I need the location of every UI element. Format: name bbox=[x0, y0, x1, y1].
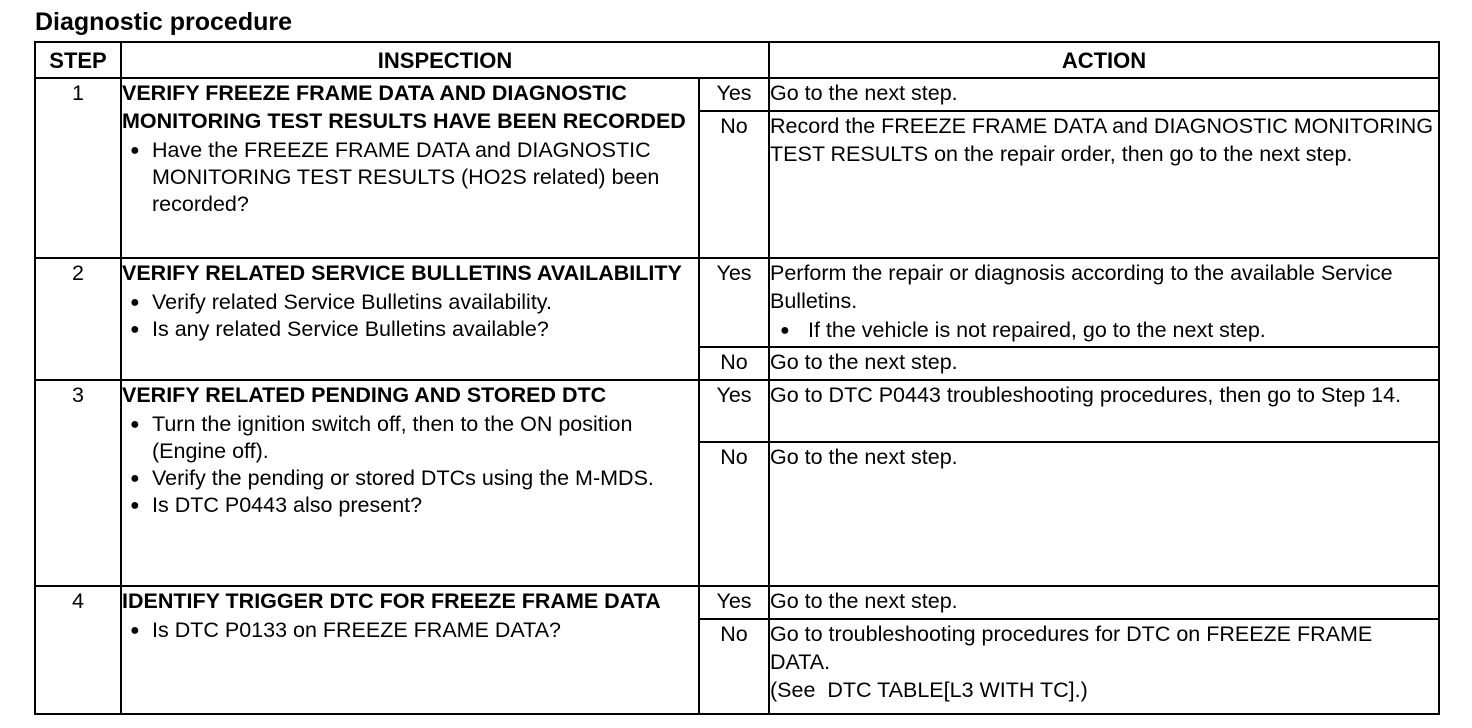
inspection-title: VERIFY RELATED SERVICE BULLETINS AVAILABILITY bbox=[122, 261, 682, 285]
inspection-bullet: ● Turn the ignition switch off, then to the ON position (Engine off). bbox=[130, 412, 633, 463]
diagnostic-procedure-table bbox=[34, 41, 1440, 715]
no-label: No bbox=[699, 442, 769, 586]
yes-action: Go to the next step. bbox=[769, 78, 1439, 111]
inspection-cell bbox=[121, 586, 699, 714]
yes-action: Perform the repair or diagnosis according to the available Service Bulletins. bbox=[770, 261, 1393, 313]
step-number: 3 bbox=[35, 380, 121, 586]
step-number: 4 bbox=[35, 586, 121, 714]
no-label: No bbox=[699, 619, 769, 714]
page-title: Diagnostic procedure bbox=[35, 8, 292, 36]
yes-action-cell bbox=[769, 258, 1439, 347]
inspection-title: VERIFY RELATED PENDING AND STORED DTC bbox=[122, 383, 607, 407]
inspection-bullet: ● Have the FREEZE FRAME DATA and DIAGNOSTIC MONITORING TEST RESULTS (HO2S related) been recorded? bbox=[130, 138, 660, 216]
yes-label: Yes bbox=[699, 258, 769, 347]
no-action: Record the FREEZE FRAME DATA and DIAGNOSTIC MONITORING TEST RESULTS on the repair order, then go to the next step. bbox=[769, 111, 1439, 258]
no-action: Go to the next step. bbox=[769, 347, 1439, 380]
yes-label: Yes bbox=[699, 380, 769, 442]
no-action: Go to the next step. bbox=[769, 442, 1439, 586]
step-number: 1 bbox=[35, 78, 121, 258]
step-number: 2 bbox=[35, 258, 121, 380]
no-action-cell bbox=[769, 619, 1439, 714]
table-row bbox=[35, 258, 1439, 347]
inspection-bullet: ● Is DTC P0443 also present? bbox=[130, 493, 423, 517]
inspection-bullet: ● Is any related Service Bulletins available? bbox=[130, 317, 549, 341]
no-action: Go to troubleshooting procedures for DTC on FREEZE FRAME DATA. bbox=[770, 622, 1373, 674]
inspection-bullet: ● Verify the pending or stored DTCs using the M-MDS. bbox=[130, 466, 654, 490]
inspection-bullet: ● Verify related Service Bulletins availability. bbox=[130, 290, 552, 314]
no-action-note: (See DTC TABLE[L3 WITH TC].) bbox=[770, 678, 1088, 702]
yes-label: Yes bbox=[699, 78, 769, 111]
yes-action: Go to the next step. bbox=[769, 586, 1439, 619]
action-bullet: ● If the vehicle is not repaired, go to the next step. bbox=[780, 318, 1266, 342]
inspection-cell bbox=[121, 78, 699, 258]
header-step: STEP bbox=[35, 42, 121, 78]
yes-label: Yes bbox=[699, 586, 769, 619]
inspection-bullet: ● Is DTC P0133 on FREEZE FRAME DATA? bbox=[130, 618, 562, 642]
header-action: ACTION bbox=[769, 42, 1439, 78]
table-row bbox=[35, 586, 1439, 619]
inspection-title: VERIFY FREEZE FRAME DATA AND DIAGNOSTIC MONITORING TEST RESULTS HAVE BEEN RECORDED bbox=[122, 81, 686, 133]
table-header-row bbox=[35, 42, 1439, 78]
header-inspection: INSPECTION bbox=[121, 42, 769, 78]
inspection-cell bbox=[121, 380, 699, 586]
no-label: No bbox=[699, 347, 769, 380]
table-row bbox=[35, 380, 1439, 442]
no-label: No bbox=[699, 111, 769, 258]
inspection-title: IDENTIFY TRIGGER DTC FOR FREEZE FRAME DATA bbox=[122, 589, 661, 613]
yes-action: Go to DTC P0443 troubleshooting procedures, then go to Step 14. bbox=[769, 380, 1439, 442]
inspection-cell bbox=[121, 258, 699, 380]
table-row bbox=[35, 78, 1439, 111]
